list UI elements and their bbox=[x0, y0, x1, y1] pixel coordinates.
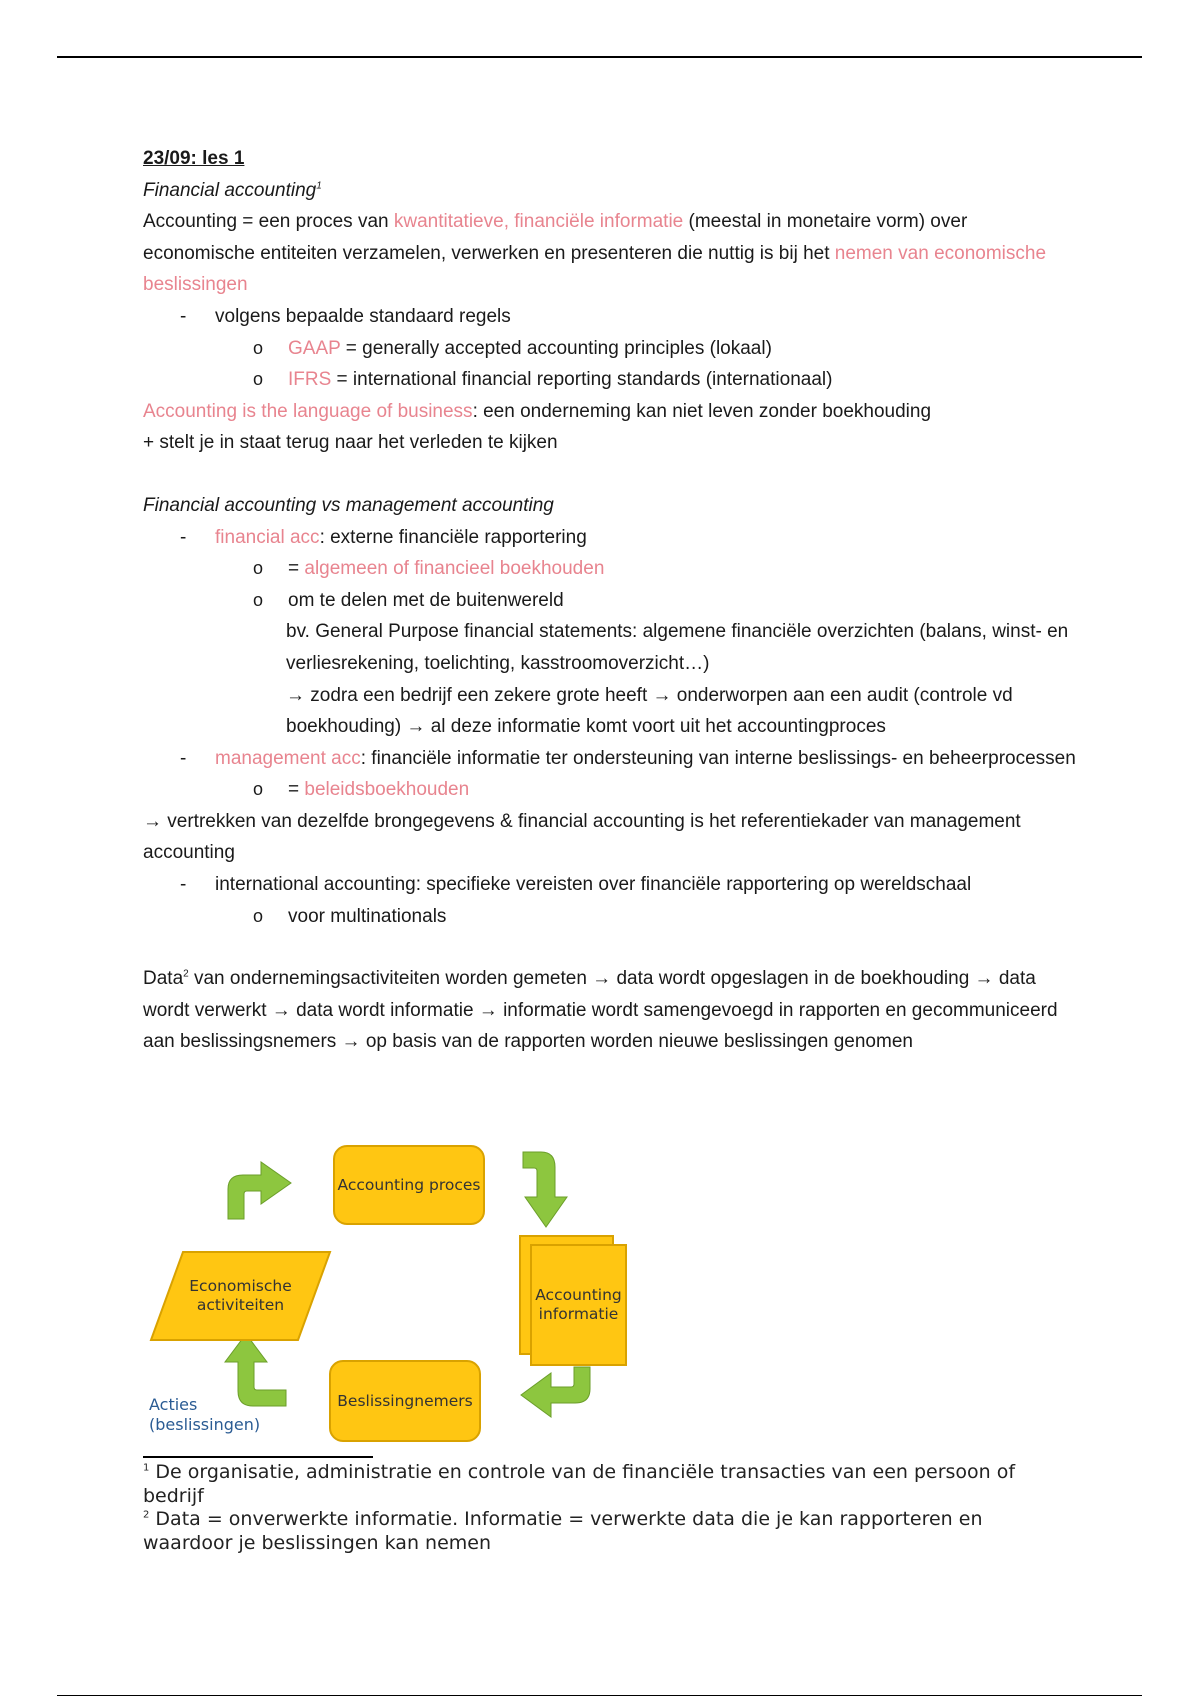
sub-bullet-buitenwereld: o om te delen met de buitenwereld bbox=[253, 589, 564, 611]
sub-bullet-algemeen: o = algemeen of financieel boekhouden bbox=[253, 558, 605, 580]
arrow-to-accounting-informatie bbox=[523, 1152, 567, 1227]
conclusion-text: → vertrekken van dezelfde brongegevens & financial accounting is het referentiekader van management accounting bbox=[143, 810, 1021, 864]
footnote-ref-1: 1 bbox=[316, 180, 322, 192]
highlight-economic-decisions: nemen van economische beslissingen bbox=[143, 242, 1047, 296]
highlight-quantitative-info: kwantitatieve, financiële informatie bbox=[393, 211, 684, 233]
section-title-financial-accounting: Financial accounting$^1$ bbox=[143, 179, 322, 201]
term-gaap: GAAP bbox=[288, 337, 341, 359]
sub-bullet-multinationals: o voor multinationals bbox=[253, 905, 447, 927]
acties-label: Acties (beslissingen) bbox=[149, 1395, 261, 1434]
section-title-fin-vs-mgmt: Financial accounting vs management accounting bbox=[143, 494, 554, 516]
sub-bullet-ifrs: o IFRS = international financial reporting standards (internationaal) bbox=[253, 369, 833, 391]
arrow-to-beslissingnemers bbox=[521, 1367, 590, 1417]
footnote-ref-2: 2 bbox=[183, 968, 189, 980]
bullet-financial-acc: - financial acc: externe financiële rapportering bbox=[180, 526, 587, 548]
data-paragraph: Data$^2$ van ondernemingsactiviteiten worden gemeten → data wordt opgeslagen in de boekhouding → data wordt verwerkt → data wordt informatie → informatie wordt samengevoegd in rapporten en gecommuniceerd aan beslissingsnemers → op basis van de rapporten worden nieuwe beslissingen genomen bbox=[143, 968, 1058, 1053]
audit-text: → zodra een bedrijf een zekere grote heeft → onderworpen aan een audit (controle vd boekhouding) → al deze informatie komt voort uit het accountingproces bbox=[286, 684, 1013, 738]
bullet-standard-rules: - volgens bepaalde standaard regels bbox=[180, 305, 511, 327]
footnotes bbox=[143, 1461, 1063, 1555]
economische-activiteiten-label: Economische activiteiten bbox=[189, 1277, 292, 1314]
arrow-to-accounting-proces bbox=[228, 1162, 291, 1219]
accounting-informatie-box: Accounting informatie bbox=[530, 1244, 627, 1366]
footnote-1: $^1$ De organisatie, administratie en controle van de financiële transacties van een persoon of bedrijf bbox=[143, 1461, 1016, 1507]
bullet-international: - international accounting: specifieke vereisten over financiële rapportering op wereldschaal bbox=[180, 874, 972, 896]
footnote-2: $^2$ Data = onverwerkte informatie. Informatie = verwerkte data die je kan rapporteren en waardoor je beslissingen kan nemen bbox=[143, 1508, 983, 1554]
accounting-cycle-diagram bbox=[143, 1127, 663, 1442]
beslissingnemers-box: Beslissingnemers bbox=[329, 1360, 481, 1442]
term-ifrs: IFRS bbox=[288, 369, 332, 391]
intro-paragraph: Accounting = een proces van kwantitatieve, financiële informatie (meestal in monetaire vorm) over economische entiteiten verzamelen, verwerken en presenteren die nuttig is bij het nemen van economische beslissingen bbox=[143, 211, 1047, 296]
sub-bullet-beleid: o = beleidsboekhouden bbox=[253, 779, 470, 801]
accounting-proces-box: Accounting proces bbox=[333, 1145, 485, 1225]
footnote-separator bbox=[143, 1456, 373, 1458]
document-body bbox=[143, 143, 1083, 1058]
lesson-heading: 23/09: les 1 bbox=[143, 148, 245, 169]
sub-bullet-gaap: o GAAP = generally accepted accounting principles (lokaal) bbox=[253, 337, 772, 359]
footer-rule bbox=[57, 1695, 1142, 1696]
header-rule bbox=[57, 56, 1142, 58]
past-line: + stelt je in staat terug naar het verleden te kijken bbox=[143, 432, 558, 454]
language-of-business-line: Accounting is the language of business: een onderneming kan niet leven zonder boekhouding bbox=[143, 400, 932, 422]
general-purpose-text: bv. General Purpose financial statements: algemene financiële overzichten (balans, winst- en verliesrekening, toelichting, kasstroomoverzicht…) bbox=[286, 621, 1069, 674]
bullet-management-acc: - management acc: financiële informatie ter ondersteuning van interne beslissings- en beheerprocessen bbox=[180, 747, 1076, 769]
